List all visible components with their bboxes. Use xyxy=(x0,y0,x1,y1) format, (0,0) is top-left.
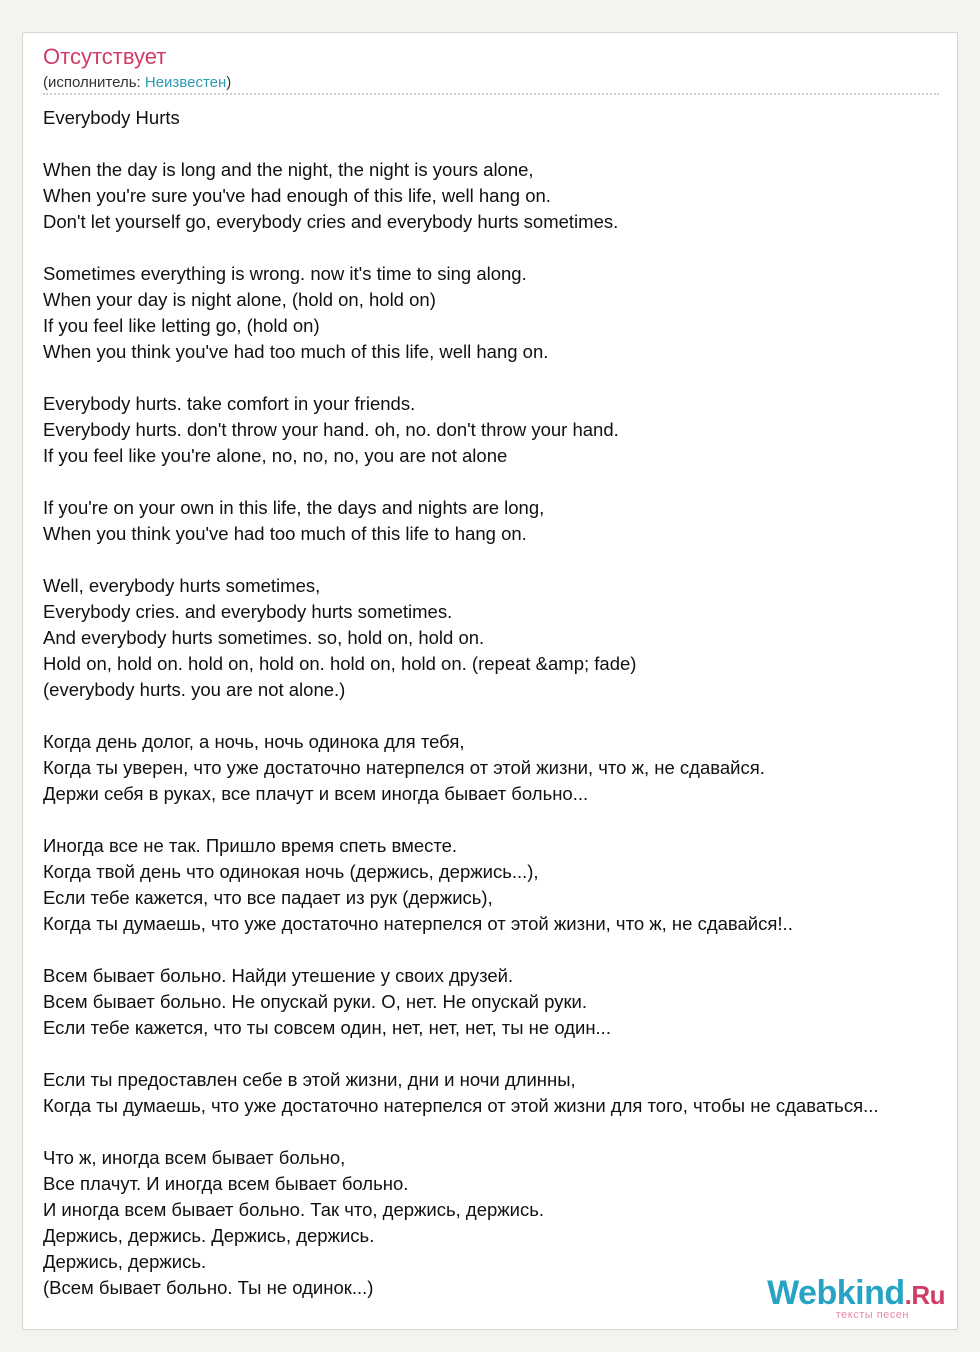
artist-prefix: (исполнитель: xyxy=(43,74,145,91)
lyric-line: When you're sure you've had enough of this life, well hang on. xyxy=(43,185,551,206)
lyric-line: Если тебе кажется, что все падает из рук (держись), xyxy=(43,887,493,908)
lyric-line: Hold on, hold on. hold on, hold on. hold on, hold on. (repeat &amp; fade) xyxy=(43,653,637,674)
lyric-line: Что ж, иногда всем бывает больно, xyxy=(43,1147,346,1168)
logo-wordmark xyxy=(767,1275,945,1313)
lyric-line: Если тебе кажется, что ты совсем один, нет, нет, нет, ты не один... xyxy=(43,1017,611,1038)
lyric-line: Всем бывает больно. Не опускай руки. О, нет. Не опускай руки. xyxy=(43,991,588,1012)
lyric-line xyxy=(43,807,958,833)
lyric-line xyxy=(43,131,958,157)
lyric-line: If you feel like you're alone, no, no, no, you are not alone xyxy=(43,445,508,466)
lyric-line: When you think you've had too much of this life to hang on. xyxy=(43,523,527,544)
lyric-line: Держись, держись. xyxy=(43,1251,207,1272)
lyric-line xyxy=(43,365,958,391)
lyric-line: Все плачут. И иногда всем бывает больно. xyxy=(43,1173,409,1194)
lyric-line xyxy=(43,703,958,729)
header-divider xyxy=(43,93,939,95)
logo-tagline: тексты песен xyxy=(835,1309,909,1321)
lyric-line xyxy=(43,1041,958,1067)
lyrics-card xyxy=(22,32,958,1330)
logo-tld: .Ru xyxy=(904,1280,945,1310)
artist-link[interactable]: Неизвестен xyxy=(144,74,227,91)
lyric-line xyxy=(43,547,958,573)
lyric-line: Держи себя в руках, все плачут и всем иногда бывает больно... xyxy=(43,783,589,804)
lyric-line: Well, everybody hurts sometimes, xyxy=(43,575,321,596)
lyric-line: Когда ты уверен, что уже достаточно натерпелся от этой жизни, что ж, не сдавайся. xyxy=(43,757,765,778)
lyric-line: Иногда все не так. Пришло время спеть вместе. xyxy=(43,835,458,856)
lyric-line xyxy=(43,1119,958,1145)
song-title: Отсутствует xyxy=(43,44,167,69)
artist-suffix: ) xyxy=(226,74,232,91)
lyric-line: (Всем бывает больно. Ты не одинок...) xyxy=(43,1277,374,1298)
lyric-line: Everybody hurts. take comfort in your friends. xyxy=(43,393,416,414)
lyric-line: And everybody hurts sometimes. so, hold on, hold on. xyxy=(43,627,485,648)
lyric-line: When you think you've had too much of this life, well hang on. xyxy=(43,341,549,362)
lyric-line xyxy=(43,235,958,261)
lyric-line xyxy=(43,469,958,495)
lyric-line: Когда день долог, а ночь, ночь одинока для тебя, xyxy=(43,731,465,752)
lyric-line: Everybody cries. and everybody hurts sometimes. xyxy=(43,601,453,622)
lyric-line: When your day is night alone, (hold on, hold on) xyxy=(43,289,436,310)
lyric-line: Everybody hurts. don't throw your hand. oh, no. don't throw your hand. xyxy=(43,419,619,440)
lyric-line: Всем бывает больно. Найди утешение у своих друзей. xyxy=(43,965,514,986)
lyrics-text xyxy=(43,105,958,1301)
artist-line xyxy=(43,74,231,92)
lyric-line: (everybody hurts. you are not alone.) xyxy=(43,679,346,700)
lyric-line: Sometimes everything is wrong. now it's time to sing along. xyxy=(43,263,527,284)
lyric-line: When the day is long and the night, the night is yours alone, xyxy=(43,159,534,180)
lyric-line: Когда ты думаешь, что уже достаточно натерпелся от этой жизни, что ж, не сдавайся!.. xyxy=(43,913,793,934)
lyric-line: Когда твой день что одинокая ночь (держись, держись...), xyxy=(43,861,539,882)
lyric-line: Everybody Hurts xyxy=(43,107,180,128)
site-logo[interactable] xyxy=(751,1275,951,1321)
lyric-line: И иногда всем бывает больно. Так что, держись, держись. xyxy=(43,1199,545,1220)
lyric-line: Если ты предоставлен себе в этой жизни, дни и ночи длинны, xyxy=(43,1069,576,1090)
lyric-line: Когда ты думаешь, что уже достаточно натерпелся от этой жизни для того, чтобы не сдаваться... xyxy=(43,1095,879,1116)
lyric-line: Don't let yourself go, everybody cries and everybody hurts sometimes. xyxy=(43,211,619,232)
lyric-line xyxy=(43,937,958,963)
lyric-line: If you're on your own in this life, the days and nights are long, xyxy=(43,497,545,518)
lyric-line: Держись, держись. Держись, держись. xyxy=(43,1225,375,1246)
lyric-line: If you feel like letting go, (hold on) xyxy=(43,315,320,336)
logo-main-text: Webkind xyxy=(767,1274,905,1312)
